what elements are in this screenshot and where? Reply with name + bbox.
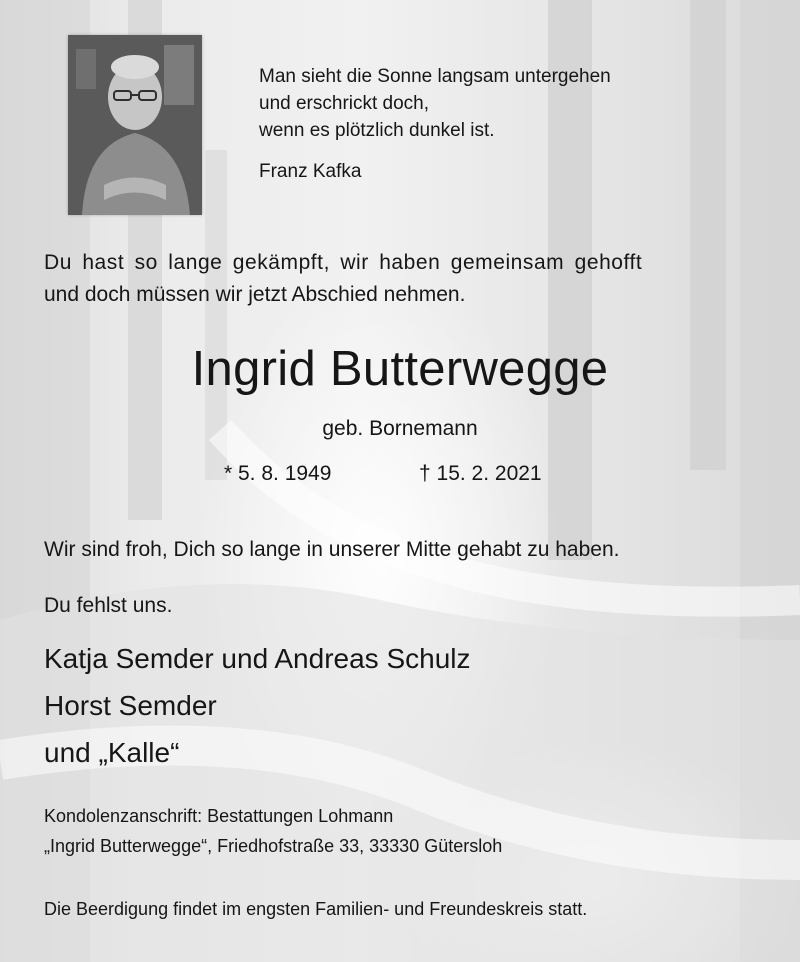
life-dates xyxy=(0,462,800,492)
condolence-address-line-1: Kondolenzanschrift: Bestattungen Lohmann xyxy=(44,806,394,826)
intro-line-1: Du hast so lange gekämpft, wir haben gemeinsam gehofft xyxy=(44,251,643,274)
deceased-name: Ingrid Butterwegge xyxy=(191,342,609,396)
maiden-name: geb. Bornemann xyxy=(322,417,478,440)
message-line-2: Du fehlst uns. xyxy=(44,594,173,617)
condolence-address-line-2: „Ingrid Butterwegge“, Friedhofstraße 33, 33330 Gütersloh xyxy=(44,836,503,856)
birth-date: * 5. 8. 1949 xyxy=(224,462,332,485)
poem-author: Franz Kafka xyxy=(259,161,362,182)
family-member-3: und „Kalle“ xyxy=(44,737,180,768)
message-line-1: Wir sind froh, Dich so lange in unserer Mitte gehabt zu haben. xyxy=(44,538,620,561)
family-member-1: Katja Semder und Andreas Schulz xyxy=(44,643,471,674)
family-member-2: Horst Semder xyxy=(44,690,217,721)
intro-line-2: und doch müssen wir jetzt Abschied nehmen. xyxy=(44,283,466,306)
poem-line-3: wenn es plötzlich dunkel ist. xyxy=(259,120,495,141)
portrait-photo xyxy=(68,35,202,215)
funeral-note: Die Beerdigung findet im engsten Familien- und Freundeskreis statt. xyxy=(44,899,588,919)
portrait-figure xyxy=(68,35,202,215)
poem-line-1: Man sieht die Sonne langsam untergehen xyxy=(259,66,611,87)
death-date: † 15. 2. 2021 xyxy=(419,462,542,485)
poem-line-2: und erschrickt doch, xyxy=(259,93,430,114)
